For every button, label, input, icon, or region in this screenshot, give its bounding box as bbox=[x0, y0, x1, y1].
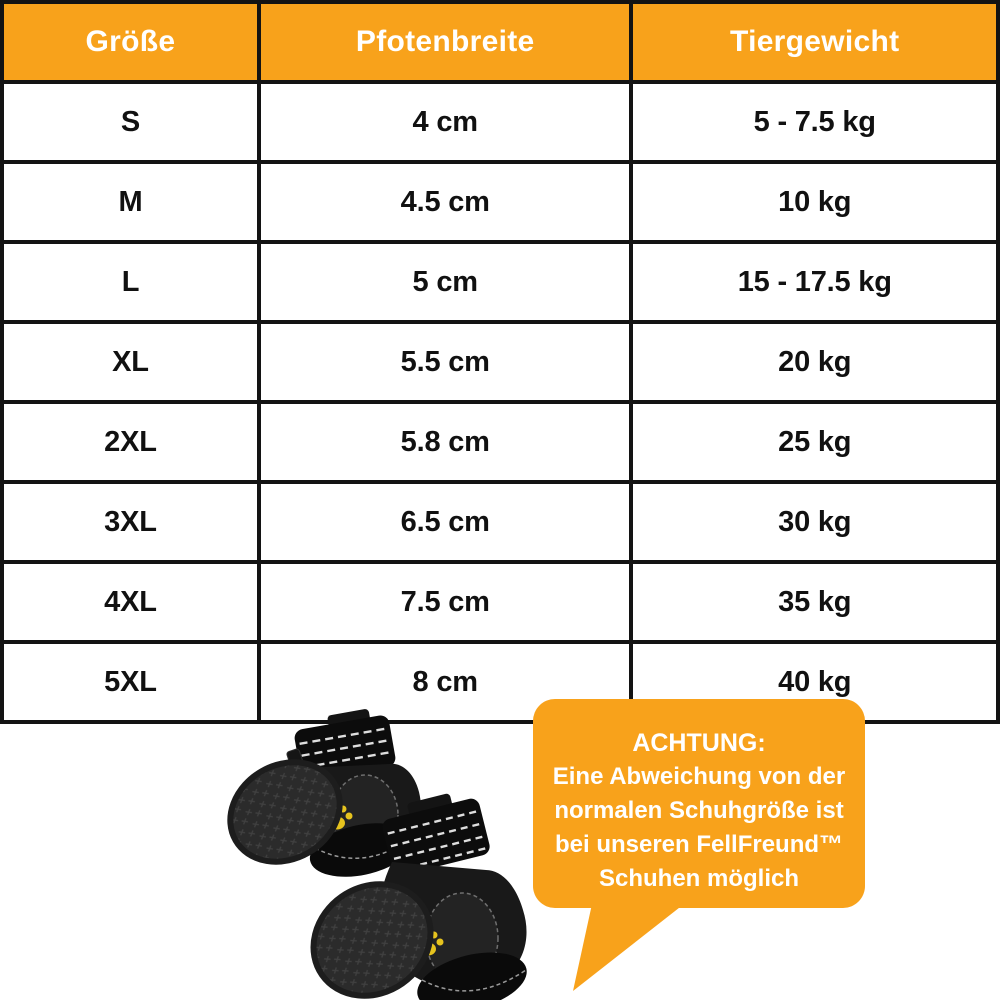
table-row bbox=[2, 242, 998, 322]
table-row bbox=[2, 322, 998, 402]
warning-text-line: normalen Schuhgröße ist bbox=[554, 797, 844, 824]
paw-width-cell: 5 cm bbox=[259, 242, 632, 322]
weight-cell: 10 kg bbox=[631, 162, 998, 242]
header-pfotenbreite: Pfotenbreite bbox=[259, 2, 632, 82]
paw-print-icon bbox=[325, 805, 353, 830]
paw-width-cell: 7.5 cm bbox=[259, 562, 632, 642]
warning-text-line: Eine Abweichung von der bbox=[552, 763, 846, 790]
table-row bbox=[2, 82, 998, 162]
size-cell: S bbox=[2, 82, 259, 162]
dog-boot-large bbox=[292, 793, 533, 1000]
paw-width-cell: 4.5 cm bbox=[259, 162, 632, 242]
dog-boot-small bbox=[212, 708, 421, 885]
table-row bbox=[2, 402, 998, 482]
boot-sole bbox=[292, 862, 453, 1000]
weight-cell: 25 kg bbox=[631, 402, 998, 482]
table-row bbox=[2, 162, 998, 242]
boot-sole bbox=[212, 743, 358, 881]
weight-cell: 20 kg bbox=[631, 322, 998, 402]
warning-text-line: bei unseren FellFreund™ bbox=[554, 831, 844, 858]
paw-width-cell: 8 cm bbox=[259, 642, 632, 722]
table-header-row bbox=[2, 2, 998, 82]
paw-width-cell: 5.8 cm bbox=[259, 402, 632, 482]
size-cell: XL bbox=[2, 322, 259, 402]
weight-cell: 40 kg bbox=[631, 642, 998, 722]
warning-text-line: Schuhen möglich bbox=[598, 865, 799, 892]
size-cell: L bbox=[2, 242, 259, 322]
header-groesse: Größe bbox=[2, 2, 259, 82]
header-tiergewicht: Tiergewicht bbox=[631, 2, 998, 82]
size-cell: 3XL bbox=[2, 482, 259, 562]
paw-width-cell: 6.5 cm bbox=[259, 482, 632, 562]
weight-cell: 15 - 17.5 kg bbox=[631, 242, 998, 322]
speech-bubble-tail bbox=[573, 904, 684, 991]
size-cell: 4XL bbox=[2, 562, 259, 642]
table-row bbox=[2, 482, 998, 562]
reflective-stripes bbox=[300, 729, 391, 768]
size-cell: 2XL bbox=[2, 402, 259, 482]
weight-cell: 5 - 7.5 kg bbox=[631, 82, 998, 162]
size-cell: 5XL bbox=[2, 642, 259, 722]
paw-width-cell: 5.5 cm bbox=[259, 322, 632, 402]
reflective-stripes bbox=[388, 811, 486, 870]
weight-cell: 30 kg bbox=[631, 482, 998, 562]
warning-title: ACHTUNG: bbox=[632, 729, 766, 757]
size-cell: M bbox=[2, 162, 259, 242]
table-row bbox=[2, 562, 998, 642]
weight-cell: 35 kg bbox=[631, 562, 998, 642]
paw-width-cell: 4 cm bbox=[259, 82, 632, 162]
warning-speech-bubble bbox=[533, 699, 865, 908]
paw-print-icon bbox=[416, 931, 444, 956]
